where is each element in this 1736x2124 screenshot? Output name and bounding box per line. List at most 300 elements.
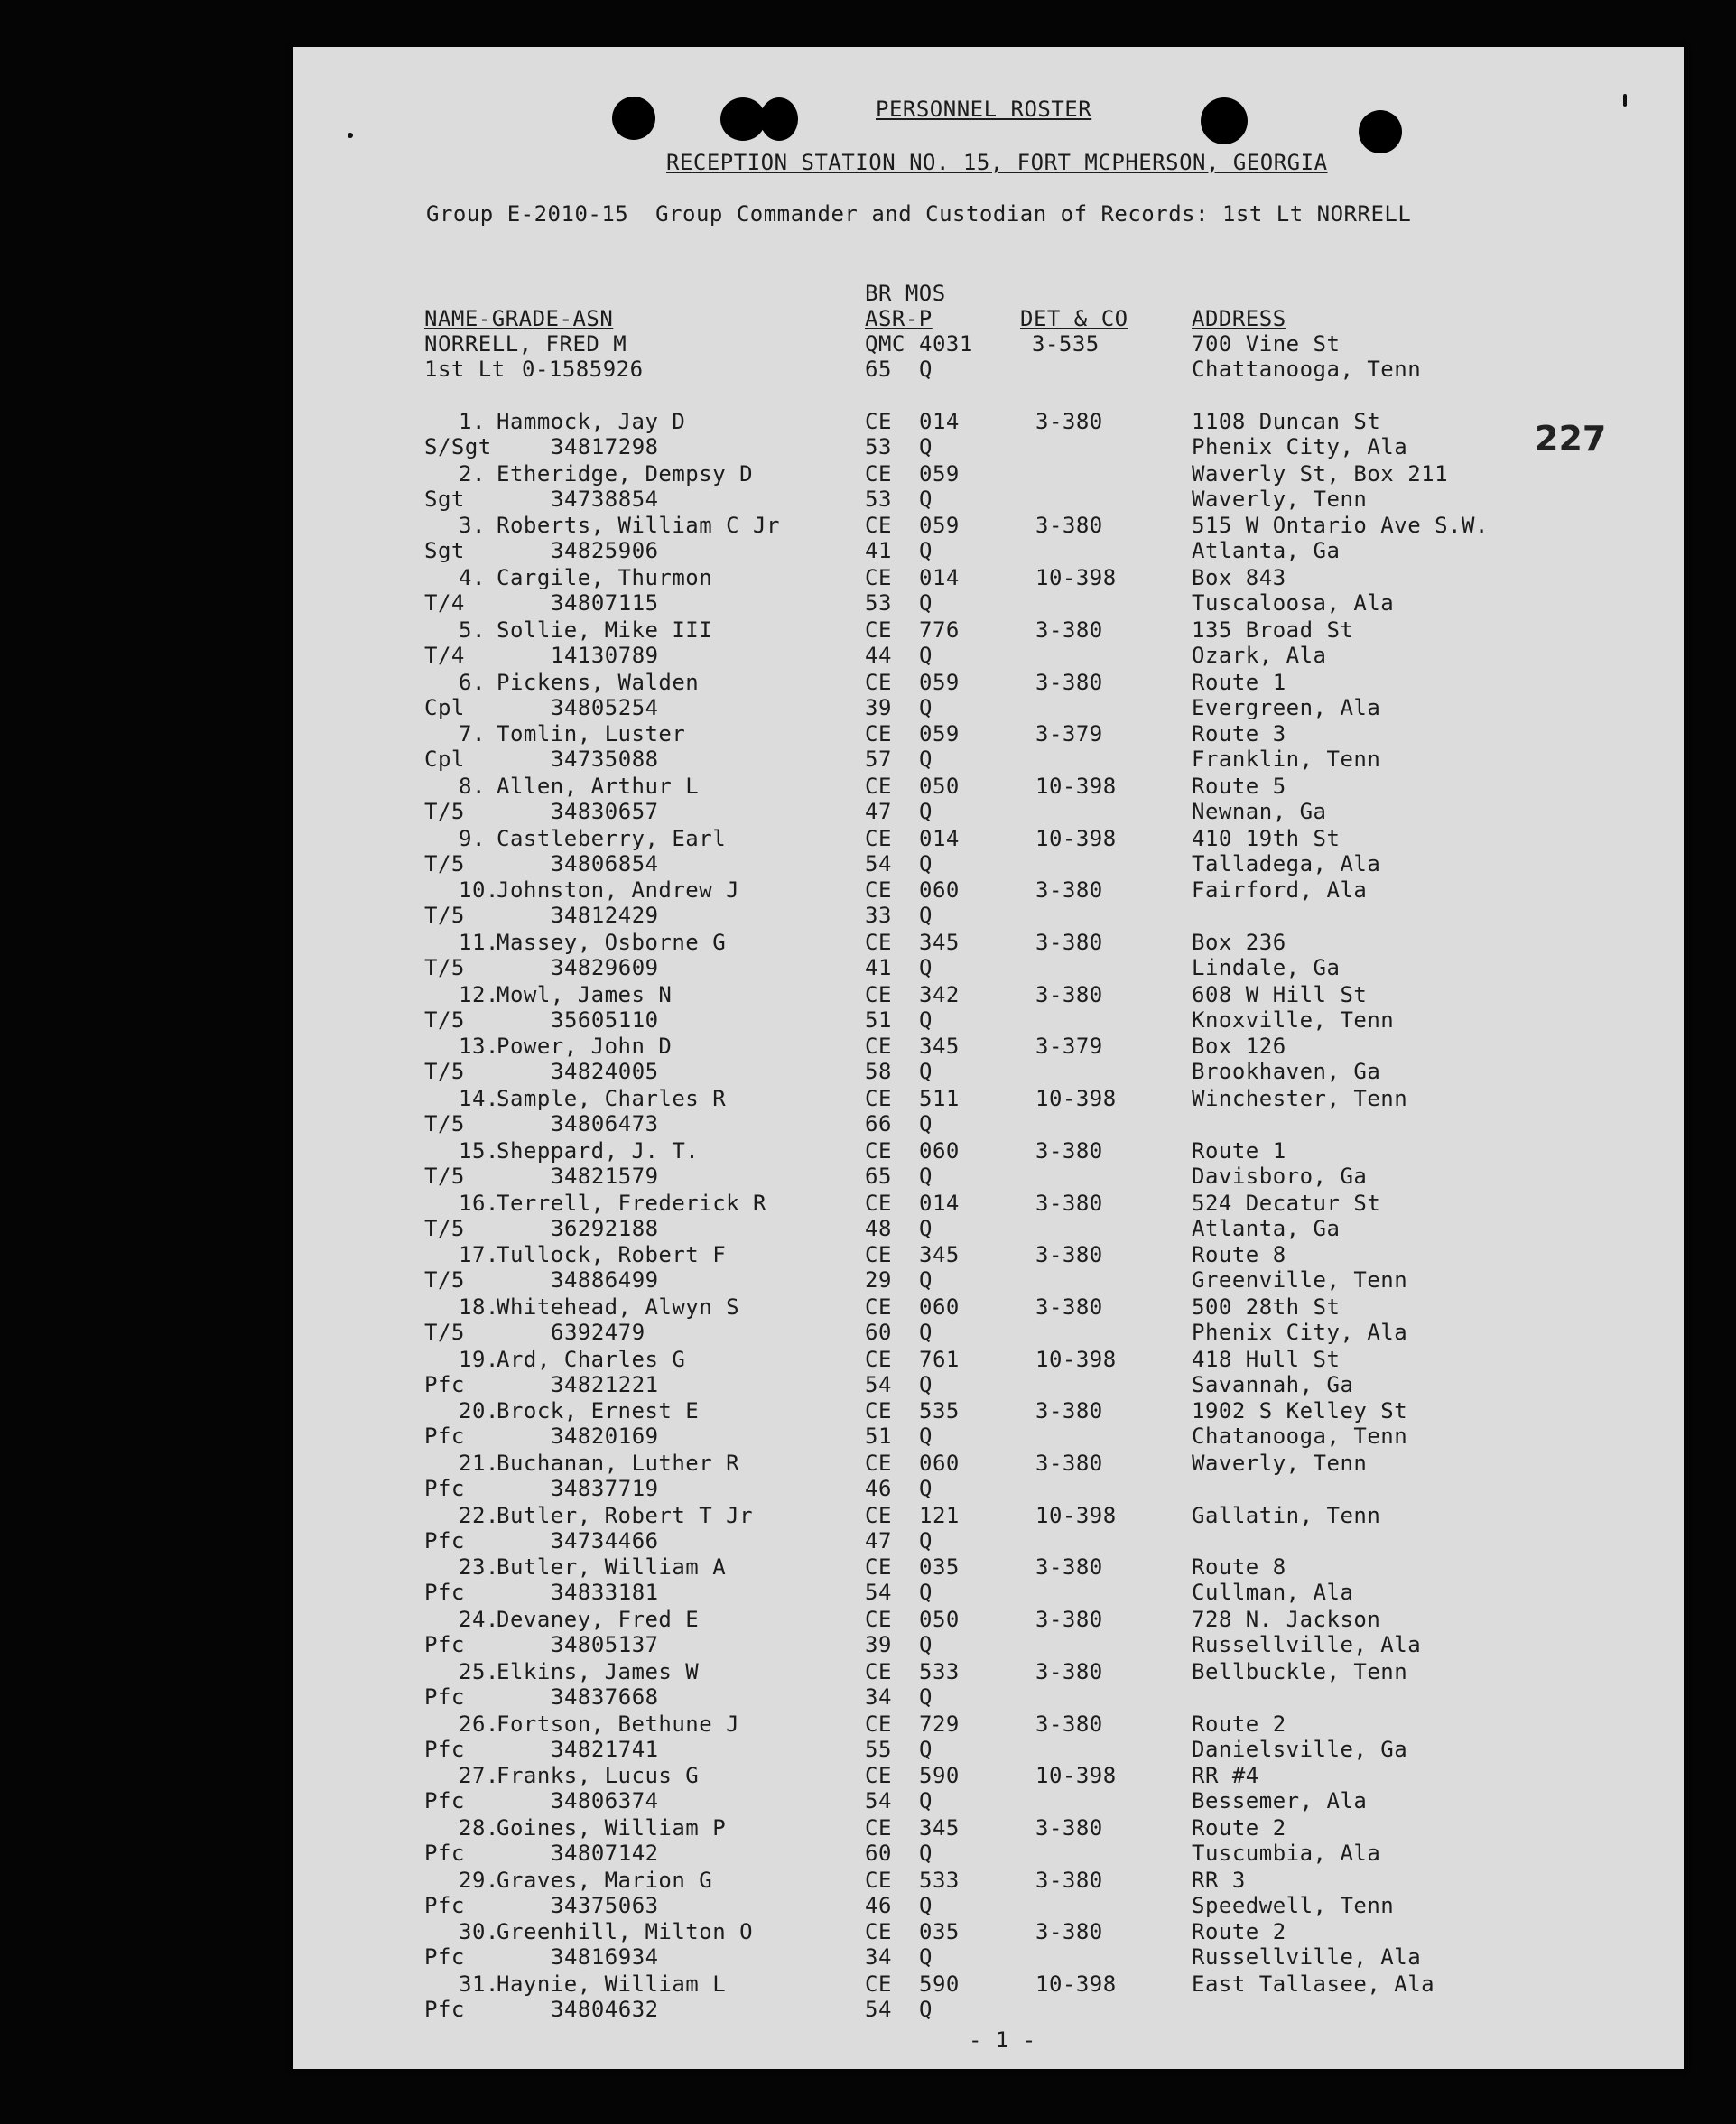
record-p: Q (919, 798, 933, 824)
punch-hole (1359, 110, 1402, 153)
record-addr1: 524 Decatur St (1192, 1190, 1381, 1216)
record-asr: 55 (865, 1736, 892, 1762)
record-addr2: Atlanta, Ga (1192, 1215, 1341, 1241)
record-p: Q (919, 1006, 933, 1033)
record-addr1: Gallatin, Tenn (1192, 1502, 1381, 1528)
record-number: 24. (459, 1607, 499, 1633)
record-p: Q (919, 1476, 933, 1501)
record-mos: 533 (919, 1867, 960, 1893)
col-det-co: DET & CO (1020, 306, 1128, 331)
record-grade: T/4 (424, 642, 465, 668)
record-mos: 121 (919, 1502, 960, 1528)
record-name: Terrell, Frederick R (497, 1190, 766, 1216)
record-asn: 34830657 (551, 798, 659, 824)
record-addr1: 418 Hull St (1192, 1346, 1341, 1372)
record-branch: CE (865, 1607, 892, 1633)
record-number: 8. (459, 773, 486, 799)
record-branch: CE (865, 460, 892, 487)
record-branch: CE (865, 513, 892, 539)
record-number: 9. (459, 825, 486, 851)
record-det: 10-398 (1035, 565, 1117, 591)
record-branch: CE (865, 1711, 892, 1737)
record-addr2: Newnan, Ga (1192, 798, 1327, 824)
record-p: Q (919, 955, 933, 980)
record-asr: 33 (865, 903, 892, 929)
record-name: Elkins, James W (497, 1658, 700, 1684)
record-det: 3-380 (1035, 1242, 1103, 1268)
record-asn: 34738854 (551, 486, 659, 512)
col-address: ADDRESS (1192, 306, 1286, 331)
record-p: Q (919, 486, 933, 512)
commander-name: NORRELL, FRED M (424, 331, 627, 357)
record-asn: 34817298 (551, 434, 659, 459)
record-grade: Pfc (424, 1788, 465, 1814)
record-branch: CE (865, 773, 892, 799)
record-addr1: Route 3 (1192, 721, 1286, 747)
record-number: 14. (459, 1086, 499, 1112)
record-mos: 059 (919, 460, 960, 487)
record-addr1: Waverly, Tenn (1192, 1451, 1368, 1476)
record-det: 10-398 (1035, 773, 1117, 799)
record-det: 3-380 (1035, 669, 1103, 695)
record-addr1: Route 5 (1192, 773, 1286, 799)
record-number: 19. (459, 1346, 499, 1372)
record-name: Sample, Charles R (497, 1086, 727, 1112)
record-grade: T/5 (424, 1111, 465, 1137)
record-branch: CE (865, 1086, 892, 1112)
record-name: Fortson, Bethune J (497, 1711, 740, 1737)
record-branch: CE (865, 825, 892, 851)
record-branch: CE (865, 1919, 892, 1945)
record-addr2: Cullman, Ala (1192, 1580, 1354, 1606)
record-number: 6. (459, 669, 486, 695)
record-addr2: Speedwell, Tenn (1192, 1892, 1395, 1918)
record-name: Devaney, Fred E (497, 1607, 700, 1633)
record-addr1: Box 126 (1192, 1034, 1286, 1060)
record-mos: 590 (919, 1763, 960, 1789)
record-number: 22. (459, 1502, 499, 1528)
record-asn: 34833181 (551, 1580, 659, 1606)
record-addr2: Knoxville, Tenn (1192, 1006, 1395, 1033)
record-asr: 54 (865, 1788, 892, 1814)
record-asr: 54 (865, 1997, 892, 2022)
record-asr: 51 (865, 1424, 892, 1450)
record-addr1: Box 236 (1192, 930, 1286, 955)
record-p: Q (919, 1944, 933, 1971)
record-grade: T/5 (424, 903, 465, 929)
record-number: 18. (459, 1294, 499, 1320)
record-addr1: 1902 S Kelley St (1192, 1398, 1408, 1424)
record-number: 13. (459, 1034, 499, 1060)
record-asn: 34824005 (551, 1059, 659, 1085)
record-asn: 34806374 (551, 1788, 659, 1814)
record-addr1: Box 843 (1192, 565, 1286, 591)
record-det: 10-398 (1035, 825, 1117, 851)
record-det: 3-379 (1035, 721, 1103, 747)
record-name: Sollie, Mike III (497, 617, 713, 643)
record-det: 3-380 (1035, 1190, 1103, 1216)
record-number: 21. (459, 1451, 499, 1476)
record-number: 20. (459, 1398, 499, 1424)
record-asr: 34 (865, 1683, 892, 1710)
record-asr: 53 (865, 434, 892, 459)
record-addr1: Winchester, Tenn (1192, 1086, 1408, 1112)
record-mos: 035 (919, 1554, 960, 1581)
record-det: 3-380 (1035, 1814, 1103, 1841)
roster-page (293, 47, 1684, 2069)
record-addr2: Talladega, Ala (1192, 850, 1381, 876)
record-det: 3-380 (1035, 1554, 1103, 1581)
record-grade: T/5 (424, 1267, 465, 1294)
record-mos: 059 (919, 513, 960, 539)
record-mos: 060 (919, 1137, 960, 1164)
record-mos: 729 (919, 1711, 960, 1737)
record-mos: 511 (919, 1086, 960, 1112)
record-branch: CE (865, 1137, 892, 1164)
record-addr1: Bellbuckle, Tenn (1192, 1658, 1408, 1684)
record-grade: Pfc (424, 1371, 465, 1397)
record-mos: 590 (919, 1971, 960, 1997)
record-det: 3-380 (1035, 1867, 1103, 1893)
record-branch: CE (865, 1034, 892, 1060)
record-name: Haynie, William L (497, 1971, 727, 1997)
record-grade: Cpl (424, 694, 465, 720)
record-p: Q (919, 1111, 933, 1137)
record-asr: 39 (865, 694, 892, 720)
record-number: 23. (459, 1554, 499, 1581)
record-addr1: Route 2 (1192, 1814, 1286, 1841)
punch-hole (720, 97, 766, 141)
station-line: RECEPTION STATION NO. 15, FORT MCPHERSON, GEORGIA (666, 150, 1328, 175)
punch-hole (760, 97, 798, 141)
record-addr1: Fairford, Ala (1192, 877, 1368, 904)
record-asn: 34805137 (551, 1632, 659, 1658)
record-branch: CE (865, 669, 892, 695)
record-addr2: Evergreen, Ala (1192, 694, 1381, 720)
record-grade: Pfc (424, 1476, 465, 1501)
record-addr2: Phenix City, Ala (1192, 1319, 1408, 1345)
page-number: - 1 - (969, 2027, 1036, 2053)
record-number: 17. (459, 1242, 499, 1268)
record-det: 3-380 (1035, 930, 1103, 955)
record-branch: CE (865, 1294, 892, 1320)
record-p: Q (919, 1892, 933, 1918)
record-name: Etheridge, Dempsy D (497, 460, 754, 487)
record-branch: CE (865, 1190, 892, 1216)
record-p: Q (919, 1371, 933, 1397)
record-asr: 47 (865, 1527, 892, 1554)
punch-hole (1201, 97, 1248, 144)
record-p: Q (919, 1840, 933, 1866)
record-p: Q (919, 1267, 933, 1294)
record-asn: 34886499 (551, 1267, 659, 1294)
record-number: 12. (459, 981, 499, 1007)
record-addr2: Chatanooga, Tenn (1192, 1424, 1408, 1450)
record-mos: 059 (919, 669, 960, 695)
record-p: Q (919, 1527, 933, 1554)
record-number: 15. (459, 1137, 499, 1164)
record-addr2: Ozark, Ala (1192, 642, 1327, 668)
record-asr: 53 (865, 486, 892, 512)
record-mos: 342 (919, 981, 960, 1007)
record-branch: CE (865, 565, 892, 591)
record-grade: T/5 (424, 1059, 465, 1085)
record-name: Castleberry, Earl (497, 825, 727, 851)
record-mos: 014 (919, 565, 960, 591)
record-asn: 34806473 (551, 1111, 659, 1137)
record-name: Roberts, William C Jr (497, 513, 780, 539)
record-number: 29. (459, 1867, 499, 1893)
record-branch: CE (865, 1554, 892, 1581)
record-mos: 060 (919, 1451, 960, 1476)
commander-addr2: Chattanooga, Tenn (1192, 357, 1422, 382)
record-addr1: 515 W Ontario Ave S.W. (1192, 513, 1489, 539)
record-addr1: RR #4 (1192, 1763, 1259, 1789)
record-name: Goines, William P (497, 1814, 727, 1841)
record-grade: Pfc (424, 1736, 465, 1762)
record-branch: CE (865, 1658, 892, 1684)
record-grade: T/5 (424, 1319, 465, 1345)
record-asr: 41 (865, 538, 892, 564)
record-asr: 46 (865, 1892, 892, 1918)
record-addr2: Bessemer, Ala (1192, 1788, 1368, 1814)
record-number: 10. (459, 877, 499, 904)
record-det: 3-380 (1035, 617, 1103, 643)
record-det: 3-380 (1035, 1711, 1103, 1737)
record-name: Greenhill, Milton O (497, 1919, 754, 1945)
record-name: Tomlin, Luster (497, 721, 686, 747)
record-name: Johnston, Andrew J (497, 877, 740, 904)
record-p: Q (919, 1736, 933, 1762)
record-grade: T/5 (424, 798, 465, 824)
record-det: 10-398 (1035, 1346, 1117, 1372)
record-name: Allen, Arthur L (497, 773, 700, 799)
record-asn: 34837668 (551, 1683, 659, 1710)
record-addr2: Russellville, Ala (1192, 1944, 1422, 1971)
record-branch: CE (865, 1398, 892, 1424)
record-addr2: Savannah, Ga (1192, 1371, 1354, 1397)
record-grade: Pfc (424, 1840, 465, 1866)
record-name: Hammock, Jay D (497, 409, 686, 434)
record-p: Q (919, 1788, 933, 1814)
record-asn: 35605110 (551, 1006, 659, 1033)
record-branch: CE (865, 1346, 892, 1372)
record-mos: 060 (919, 1294, 960, 1320)
record-name: Massey, Osborne G (497, 930, 727, 955)
record-number: 4. (459, 565, 486, 591)
record-mos: 014 (919, 409, 960, 434)
record-branch: CE (865, 981, 892, 1007)
record-mos: 533 (919, 1658, 960, 1684)
record-asn: 34734466 (551, 1527, 659, 1554)
record-name: Mowl, James N (497, 981, 673, 1007)
record-asr: 53 (865, 590, 892, 617)
record-asr: 60 (865, 1319, 892, 1345)
record-grade: S/Sgt (424, 434, 492, 459)
commander-addr1: 700 Vine St (1192, 331, 1341, 357)
record-grade: T/4 (424, 590, 465, 617)
commander-branch: QMC (865, 331, 905, 357)
record-number: 25. (459, 1658, 499, 1684)
record-addr1: 410 19th St (1192, 825, 1341, 851)
record-det: 3-380 (1035, 1398, 1103, 1424)
record-addr1: 135 Broad St (1192, 617, 1354, 643)
record-branch: CE (865, 877, 892, 904)
record-grade: Pfc (424, 1997, 465, 2022)
record-branch: CE (865, 1502, 892, 1528)
record-branch: CE (865, 409, 892, 434)
record-det: 3-380 (1035, 1919, 1103, 1945)
record-number: 7. (459, 721, 486, 747)
record-branch: CE (865, 1971, 892, 1997)
record-p: Q (919, 1580, 933, 1606)
record-p: Q (919, 434, 933, 459)
record-number: 16. (459, 1190, 499, 1216)
record-det: 10-398 (1035, 1086, 1117, 1112)
record-number: 2. (459, 460, 486, 487)
record-addr2: Tuscaloosa, Ala (1192, 590, 1395, 617)
record-mos: 050 (919, 773, 960, 799)
record-p: Q (919, 642, 933, 668)
record-p: Q (919, 694, 933, 720)
commander-asr: 65 (865, 357, 892, 382)
record-det: 10-398 (1035, 1763, 1117, 1789)
record-addr1: Route 2 (1192, 1711, 1286, 1737)
record-asr: 44 (865, 642, 892, 668)
record-asn: 34807142 (551, 1840, 659, 1866)
record-mos: 060 (919, 877, 960, 904)
record-addr2: Brookhaven, Ga (1192, 1059, 1381, 1085)
record-mos: 345 (919, 1814, 960, 1841)
record-name: Butler, Robert T Jr (497, 1502, 754, 1528)
record-number: 28. (459, 1814, 499, 1841)
record-mos: 014 (919, 825, 960, 851)
record-det: 3-379 (1035, 1034, 1103, 1060)
record-det: 3-380 (1035, 1294, 1103, 1320)
record-asr: 60 (865, 1840, 892, 1866)
record-p: Q (919, 1683, 933, 1710)
record-grade: Pfc (424, 1944, 465, 1971)
record-name: Sheppard, J. T. (497, 1137, 700, 1164)
col-name-grade-asn: NAME-GRADE-ASN (424, 306, 614, 331)
record-asr: 39 (865, 1632, 892, 1658)
record-number: 27. (459, 1763, 499, 1789)
record-p: Q (919, 747, 933, 773)
record-p: Q (919, 903, 933, 929)
record-mos: 035 (919, 1919, 960, 1945)
record-asr: 54 (865, 1371, 892, 1397)
record-asn: 34812429 (551, 903, 659, 929)
record-name: Whitehead, Alwyn S (497, 1294, 740, 1320)
record-asr: 54 (865, 1580, 892, 1606)
record-asn: 34375063 (551, 1892, 659, 1918)
record-p: Q (919, 1319, 933, 1345)
record-grade: Pfc (424, 1683, 465, 1710)
group-line: Group E-2010-15 Group Commander and Custodian of Records: 1st Lt NORRELL (426, 201, 1412, 227)
record-det: 3-380 (1035, 1451, 1103, 1476)
record-grade: Pfc (424, 1892, 465, 1918)
record-addr1: 728 N. Jackson (1192, 1607, 1381, 1633)
record-addr1: Route 2 (1192, 1919, 1286, 1945)
record-addr1: 1108 Duncan St (1192, 409, 1381, 434)
record-mos: 535 (919, 1398, 960, 1424)
record-mos: 014 (919, 1190, 960, 1216)
record-p: Q (919, 1632, 933, 1658)
record-mos: 345 (919, 930, 960, 955)
record-mos: 776 (919, 617, 960, 643)
record-name: Buchanan, Luther R (497, 1451, 740, 1476)
record-addr1: 500 28th St (1192, 1294, 1341, 1320)
record-asn: 36292188 (551, 1215, 659, 1241)
record-grade: Pfc (424, 1527, 465, 1554)
record-asn: 34821221 (551, 1371, 659, 1397)
record-asn: 34735088 (551, 747, 659, 773)
record-asn: 34805254 (551, 694, 659, 720)
record-p: Q (919, 590, 933, 617)
commander-p: Q (919, 357, 933, 382)
record-asn: 14130789 (551, 642, 659, 668)
record-addr2: Russellville, Ala (1192, 1632, 1422, 1658)
record-name: Butler, William A (497, 1554, 727, 1581)
record-det: 3-380 (1035, 513, 1103, 539)
record-addr1: Route 8 (1192, 1554, 1286, 1581)
record-asr: 47 (865, 798, 892, 824)
record-grade: Pfc (424, 1580, 465, 1606)
record-name: Franks, Lucus G (497, 1763, 700, 1789)
record-name: Power, John D (497, 1034, 673, 1060)
record-branch: CE (865, 930, 892, 955)
record-p: Q (919, 1059, 933, 1085)
record-number: 31. (459, 1971, 499, 1997)
record-name: Brock, Ernest E (497, 1398, 700, 1424)
record-number: 11. (459, 930, 499, 955)
record-asr: 66 (865, 1111, 892, 1137)
record-mos: 345 (919, 1242, 960, 1268)
record-det: 10-398 (1035, 1502, 1117, 1528)
record-name: Graves, Marion G (497, 1867, 713, 1893)
record-addr1: RR 3 (1192, 1867, 1246, 1893)
record-det: 3-380 (1035, 1137, 1103, 1164)
record-asr: 48 (865, 1215, 892, 1241)
record-grade: T/5 (424, 1163, 465, 1189)
record-asr: 34 (865, 1944, 892, 1971)
record-branch: CE (865, 617, 892, 643)
record-addr2: Atlanta, Ga (1192, 538, 1341, 564)
commander-asn: 0-1585926 (522, 357, 644, 382)
record-p: Q (919, 1997, 933, 2022)
record-asn: 34816934 (551, 1944, 659, 1971)
record-grade: Pfc (424, 1424, 465, 1450)
record-grade: Sgt (424, 486, 465, 512)
record-branch: CE (865, 721, 892, 747)
record-addr2: Tuscumbia, Ala (1192, 1840, 1381, 1866)
record-asr: 29 (865, 1267, 892, 1294)
record-asr: 65 (865, 1163, 892, 1189)
record-det: 10-398 (1035, 1971, 1117, 1997)
col-br-mos: BR MOS (865, 281, 946, 306)
record-det: 3-380 (1035, 981, 1103, 1007)
record-addr1: East Tallasee, Ala (1192, 1971, 1435, 1997)
punch-hole (612, 97, 655, 140)
record-det: 3-380 (1035, 877, 1103, 904)
record-grade: Pfc (424, 1632, 465, 1658)
record-asn: 34837719 (551, 1476, 659, 1501)
commander-det: 3-535 (1032, 331, 1100, 357)
record-mos: 345 (919, 1034, 960, 1060)
record-name: Ard, Charles G (497, 1346, 686, 1372)
record-asn: 34829609 (551, 955, 659, 980)
record-p: Q (919, 1215, 933, 1241)
